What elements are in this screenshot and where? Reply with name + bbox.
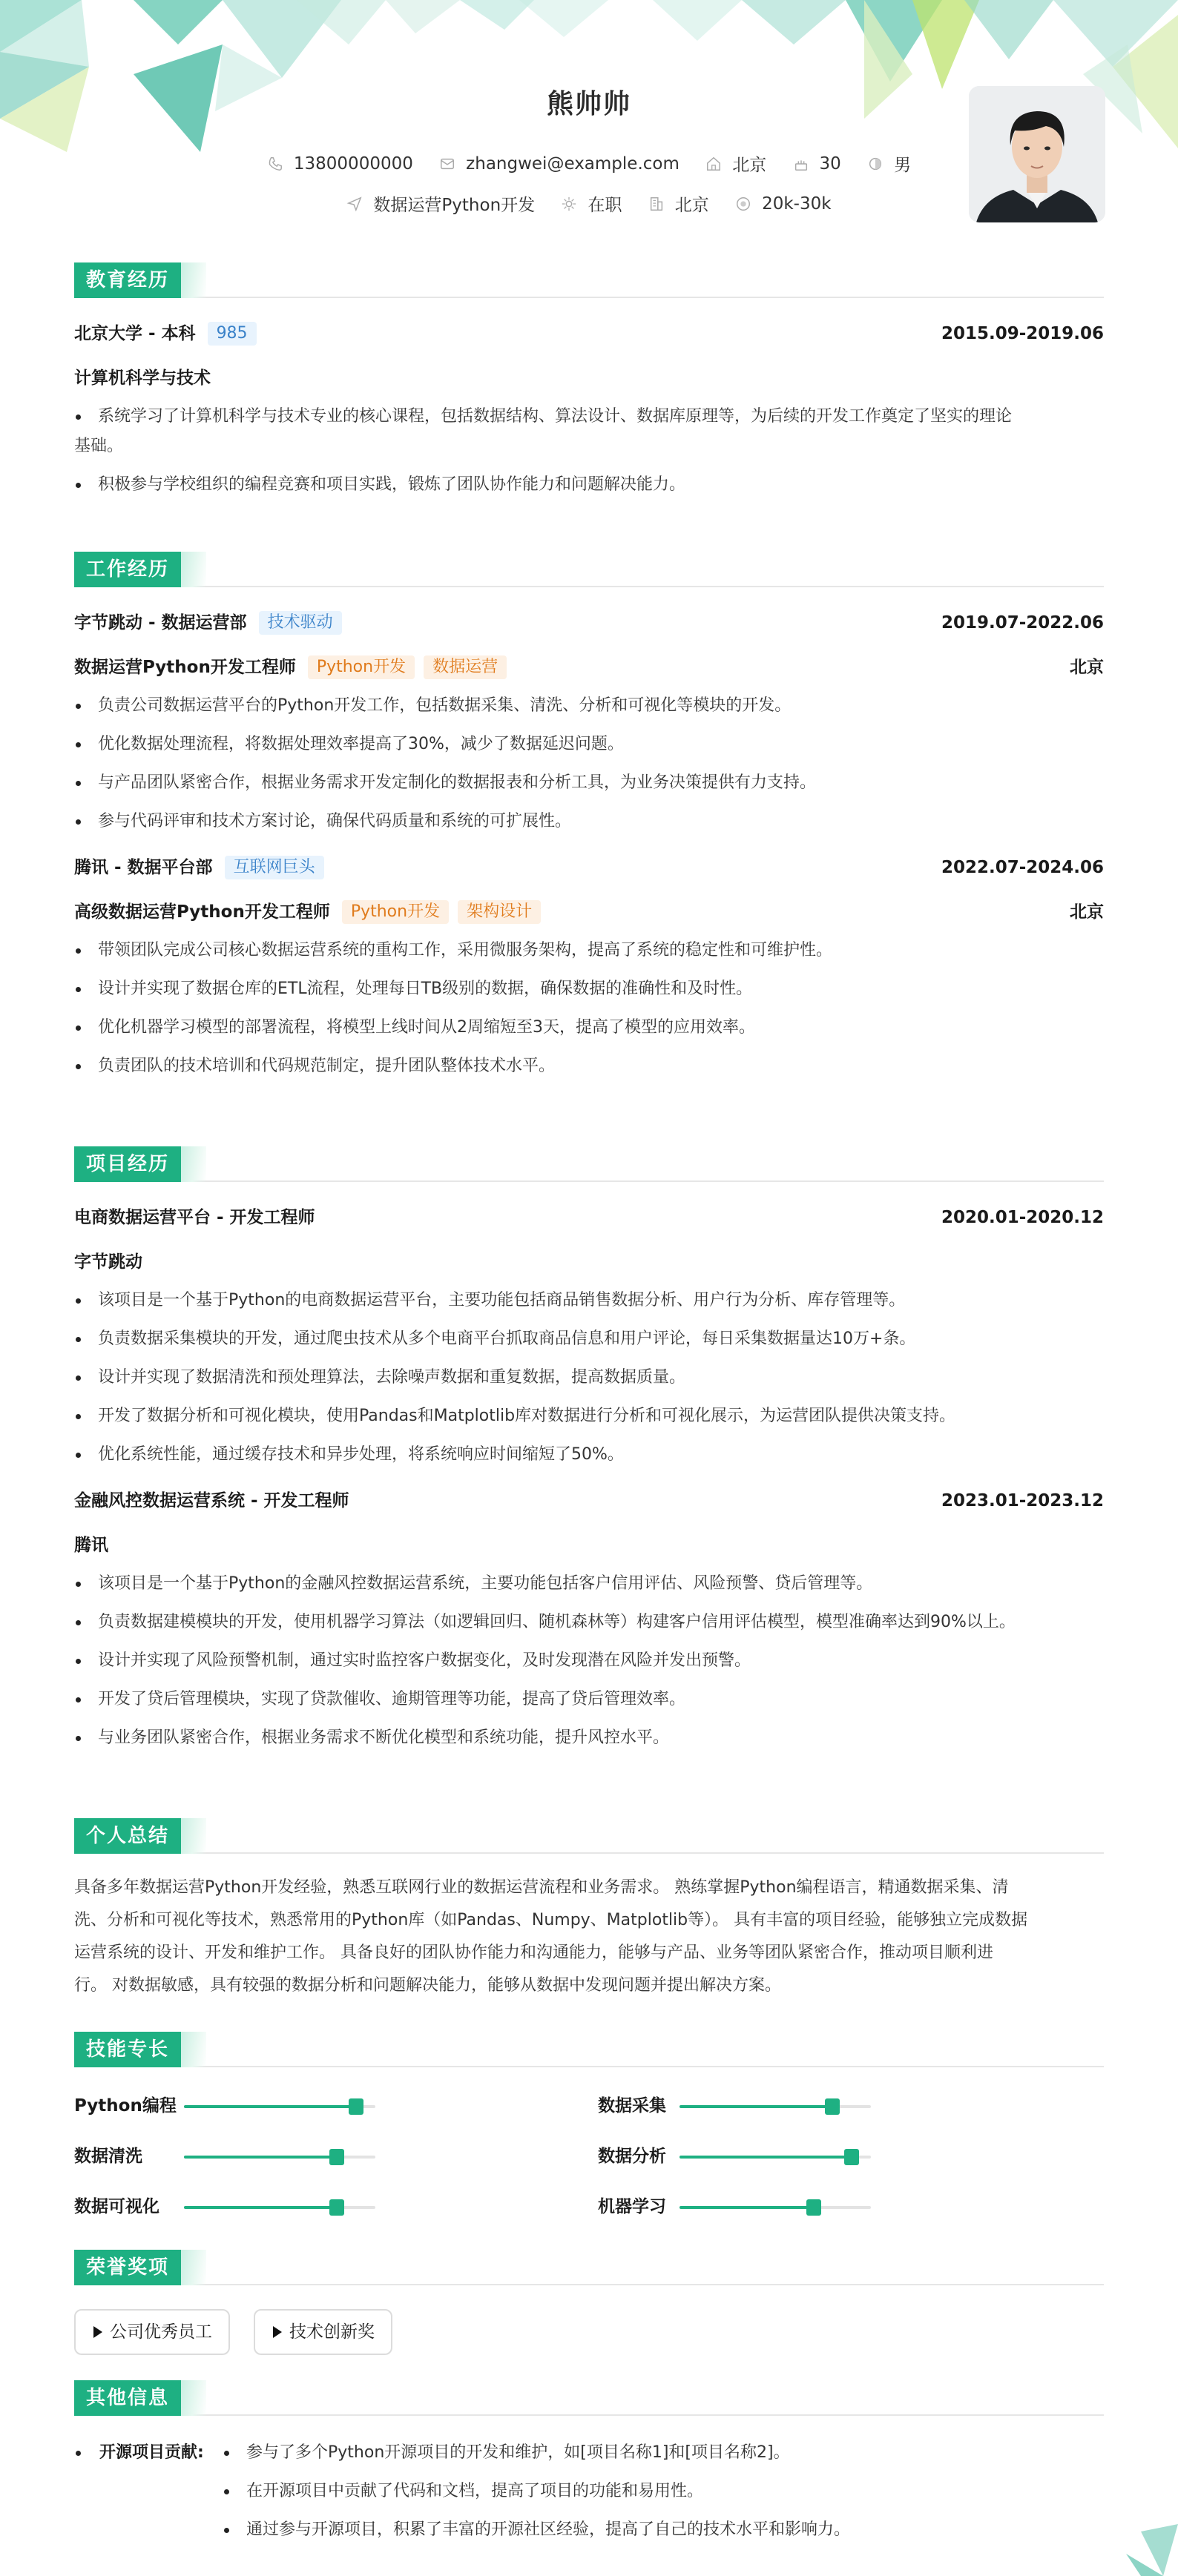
list-item: 带领团队完成公司核心数据运营系统的重构工作，采用微服务架构，提高了系统的稳定性和可维护性。 [74,936,1104,965]
avatar [969,86,1105,222]
work-city: 北京 [1070,658,1104,677]
skill-item [74,2091,1104,2121]
bullet-dot [224,2528,229,2533]
list-item: 负责公司数据运营平台的Python开发工作，包括数据采集、清洗、分析和可视化等模块的开发。 [74,691,1104,721]
work-city: 北京 [1070,902,1104,922]
education-header-row [74,319,1104,349]
skill-item [74,2141,1104,2171]
skill-name: 数据分析 [598,2147,666,2166]
list-item: 优化系统性能，通过缓存技术和异步处理，将系统响应时间缩短了50%。 [74,1440,1104,1470]
company-tag: 技术驱动 [259,611,342,635]
send-icon [346,196,363,212]
list-item: 设计并实现了数据清洗和预处理算法，去除噪声数据和重复数据，提高数据质量。 [74,1363,1104,1393]
play-icon [273,2326,282,2338]
list-item: 优化数据处理流程，将数据处理效率提高了30%，减少了数据延迟问题。 [74,730,1104,759]
skill-name: 数据清洗 [74,2147,142,2166]
list-item: 开发了贷后管理模块，实现了贷款催收、逾期管理等功能，提高了贷后管理效率。 [74,1685,1104,1714]
skill-name: 数据可视化 [74,2197,159,2216]
skill-name: 机器学习 [598,2197,666,2216]
school-name: 北京大学 - 本科 [74,324,196,343]
section-title: 个人总结 [74,1818,181,1854]
age-item [793,154,841,174]
skill-level-knob [844,2149,859,2165]
project-period: 2020.01-2020.12 [941,1208,1104,1227]
work-section [74,552,1104,1081]
email-item [439,154,680,174]
project-entry [74,1203,1104,1470]
section-title: 工作经历 [74,552,181,587]
award-badge: 技术创新奖 [254,2309,392,2355]
skill-name: Python编程 [74,2096,177,2116]
section-header [74,2032,1104,2067]
status-icon [561,196,577,212]
section-header [74,262,1104,298]
project-title: 金融风控数据运营系统 - 开发工程师 [74,1491,349,1510]
summary-line: 行。 对数据敏感，具有较强的数据分析和问题解决能力，能够从数据中发现问题并提出解决方案。 [74,1976,781,1995]
bullet-dot [76,2451,81,2456]
projects-section [74,1146,1104,1753]
gender-icon [867,156,884,172]
corner-decoration [1096,2494,1178,2576]
work-period: 2022.07-2024.06 [941,858,1104,877]
list-item: 参与代码评审和技术方案讨论，确保代码质量和系统的可扩展性。 [74,807,1104,836]
skill-level-knob [806,2199,821,2216]
age-value: 30 [819,153,841,174]
list-item: 与业务团队紧密合作，根据业务需求不断优化模型和系统功能，提升风控水平。 [74,1723,1104,1753]
list-item: 负责数据建模模块的开发，使用机器学习算法（如逻辑回归、随机森林等）构建客户信用评估模型，模型准确率达到90%以上。 [74,1608,1104,1637]
project-org: 字节跳动 [74,1252,142,1272]
resume-header [0,0,1178,237]
section-title: 荣誉奖项 [74,2250,181,2285]
other-item: 参与了多个Python开源项目的开发和维护，如[项目名称1]和[项目名称2]。 [246,2443,790,2462]
target-city-item [648,191,709,216]
list-item: 该项目是一个基于Python的金融风控数据运营系统，主要功能包括客户信用评估、风险预警、贷后管理等。 [74,1569,1104,1599]
project-entry [74,1486,1104,1753]
list-item: 设计并实现了风险预警机制，通过实时监控客户数据变化，及时发现潜在风险并发出预警。 [74,1646,1104,1676]
section-header [74,552,1104,587]
target-city-value: 北京 [674,196,709,215]
project-title: 电商数据运营平台 - 开发工程师 [74,1208,315,1227]
status-item [561,191,622,216]
phone-item [267,154,413,174]
project-title-row [74,1203,1104,1232]
role-row [74,897,1104,927]
other-row [74,2477,1104,2515]
email-icon [439,156,455,172]
list-item: 优化机器学习模型的部署流程，将模型上线时间从2周缩短至3天，提高了模型的应用效率。 [74,1013,1104,1043]
work-period: 2019.07-2022.06 [941,613,1104,633]
list-item: 负责数据采集模块的开发，通过爬虫技术从多个电商平台抓取商品信息和用户评论，每日采集数据量达10万+条。 [74,1324,1104,1354]
skill-level-bar [680,2105,871,2108]
list-item: 系统学习了计算机科学与技术专业的核心课程，包括数据结构、算法设计、数据库原理等，为后续的开发工作奠定了坚实的理论 基础。 [74,402,1104,461]
salary-value: 20k-30k [762,194,832,214]
summary-text [74,1872,1104,2002]
summary-line: 运营系统的设计、开发和维护工作。 具备良好的团队协作能力和沟通能力，能够与产品、业务等团队紧密合作，推动项目顺利进 [74,1943,993,1962]
summary-line: 具备多年数据运营Python开发经验，熟悉互联网行业的数据运营流程和业务需求。 熟练掌握Python编程语言，精通数据采集、清 [74,1878,1009,1897]
project-org: 腾讯 [74,1536,108,1555]
skill-level-fill [680,2206,814,2209]
list-item: 负责团队的技术培训和代码规范制定，提升团队整体技术水平。 [74,1051,1104,1081]
award-badge: 公司优秀员工 [74,2309,230,2355]
work-bullets [74,936,1104,1081]
project-title-row [74,1486,1104,1516]
list-item: 与产品团队紧密合作，根据业务需求开发定制化的数据报表和分析工具，为业务决策提供有力支持。 [74,768,1104,798]
section-header [74,1818,1104,1854]
company-name: 字节跳动 - 数据运营部 [74,613,247,633]
money-icon [735,196,751,212]
skills-grid [74,2067,1104,2216]
section-title: 教育经历 [74,262,181,298]
role-tag: Python开发 [342,900,449,924]
summary-section [74,1818,1104,2002]
list-item: 积极参与学校组织的编程竞赛和项目实践，锻炼了团队协作能力和问题解决能力。 [74,470,1104,500]
building-icon [648,196,665,212]
bullet-dot [224,2489,229,2494]
other-item: 在开源项目中贡献了代码和文档，提高了项目的功能和易用性。 [246,2482,704,2500]
project-bullets [74,1569,1104,1753]
work-bullets [74,691,1104,836]
hometown-value: 北京 [732,156,767,175]
summary-line: 洗、分析和可视化等技术，熟悉常用的Python库（如Pandas、Numpy、Matplotlib等）。 具有丰富的项目经验，能够独立完成数据 [74,1911,1028,1929]
cake-icon [793,156,809,172]
education-section [74,262,1104,500]
major-row [74,363,1104,393]
work-entry [74,853,1104,1081]
skill-level-bar [680,2156,871,2159]
company-tag: 互联网巨头 [225,856,324,879]
major: 计算机科学与技术 [74,369,211,388]
section-header [74,1146,1104,1182]
role-tag: Python开发 [308,655,415,679]
company-row [74,853,1104,882]
role-tag: 架构设计 [458,900,541,924]
awards-section [74,2250,1104,2354]
other-section [74,2380,1104,2558]
bullet-dot [224,2451,229,2456]
role-title: 数据运营Python开发工程师 [74,658,296,677]
project-org-row [74,1530,1104,1560]
section-header [74,2250,1104,2285]
list-item: 开发了数据分析和可视化模块，使用Pandas和Matplotlib库对数据进行分析和可视化展示，为运营团队提供决策支持。 [74,1401,1104,1431]
company-row [74,608,1104,638]
email-value: zhangwei@example.com [466,153,680,174]
skill-level-bar [680,2206,871,2209]
status-value: 在职 [588,196,622,215]
hometown-item [705,151,766,176]
salary-item [735,194,831,214]
school-tag: 985 [208,322,257,346]
skill-name: 数据采集 [598,2096,666,2116]
role-tag: 数据运营 [424,655,507,679]
skill-level-fill [680,2105,832,2108]
education-bullets [74,402,1104,500]
skills-section [74,2032,1104,2225]
skill-item [74,2192,1104,2222]
phone-value: 13800000000 [293,153,413,174]
project-org-row [74,1247,1104,1277]
profile-photo [969,86,1105,222]
other-row [74,2438,1104,2477]
list-item: 设计并实现了数据仓库的ETL流程，处理每日TB级别的数据，确保数据的准确性和及时性。 [74,974,1104,1004]
education-period: 2015.09-2019.06 [941,324,1104,343]
skill-level-knob [825,2098,840,2115]
target-job-item [346,191,535,216]
section-title: 技能专长 [74,2032,181,2067]
target-job-value: 数据运营Python开发 [373,196,536,215]
candidate-name: 熊帅帅 [546,89,631,119]
section-title: 项目经历 [74,1146,181,1182]
project-bullets [74,1286,1104,1470]
phone-icon [267,156,283,172]
company-name: 腾讯 - 数据平台部 [74,858,213,877]
list-item: 该项目是一个基于Python的电商数据运营平台，主要功能包括商品销售数据分析、用户行为分析、库存管理等。 [74,1286,1104,1315]
other-row [74,2515,1104,2554]
skill-level-fill [680,2156,852,2159]
section-header [74,2380,1104,2416]
role-row [74,653,1104,682]
play-icon [93,2326,102,2338]
role-title: 高级数据运营Python开发工程师 [74,902,330,922]
other-label: 开源项目贡献: [99,2443,204,2462]
gender-item [867,151,911,176]
section-title: 其他信息 [74,2380,181,2416]
awards-list [74,2309,1104,2355]
project-period: 2023.01-2023.12 [941,1491,1104,1510]
other-item: 通过参与开源项目，积累了丰富的开源社区经验，提高了自己的技术水平和影响力。 [246,2520,851,2539]
gender-value: 男 [894,156,912,175]
work-entry [74,608,1104,836]
home-icon [705,156,722,172]
